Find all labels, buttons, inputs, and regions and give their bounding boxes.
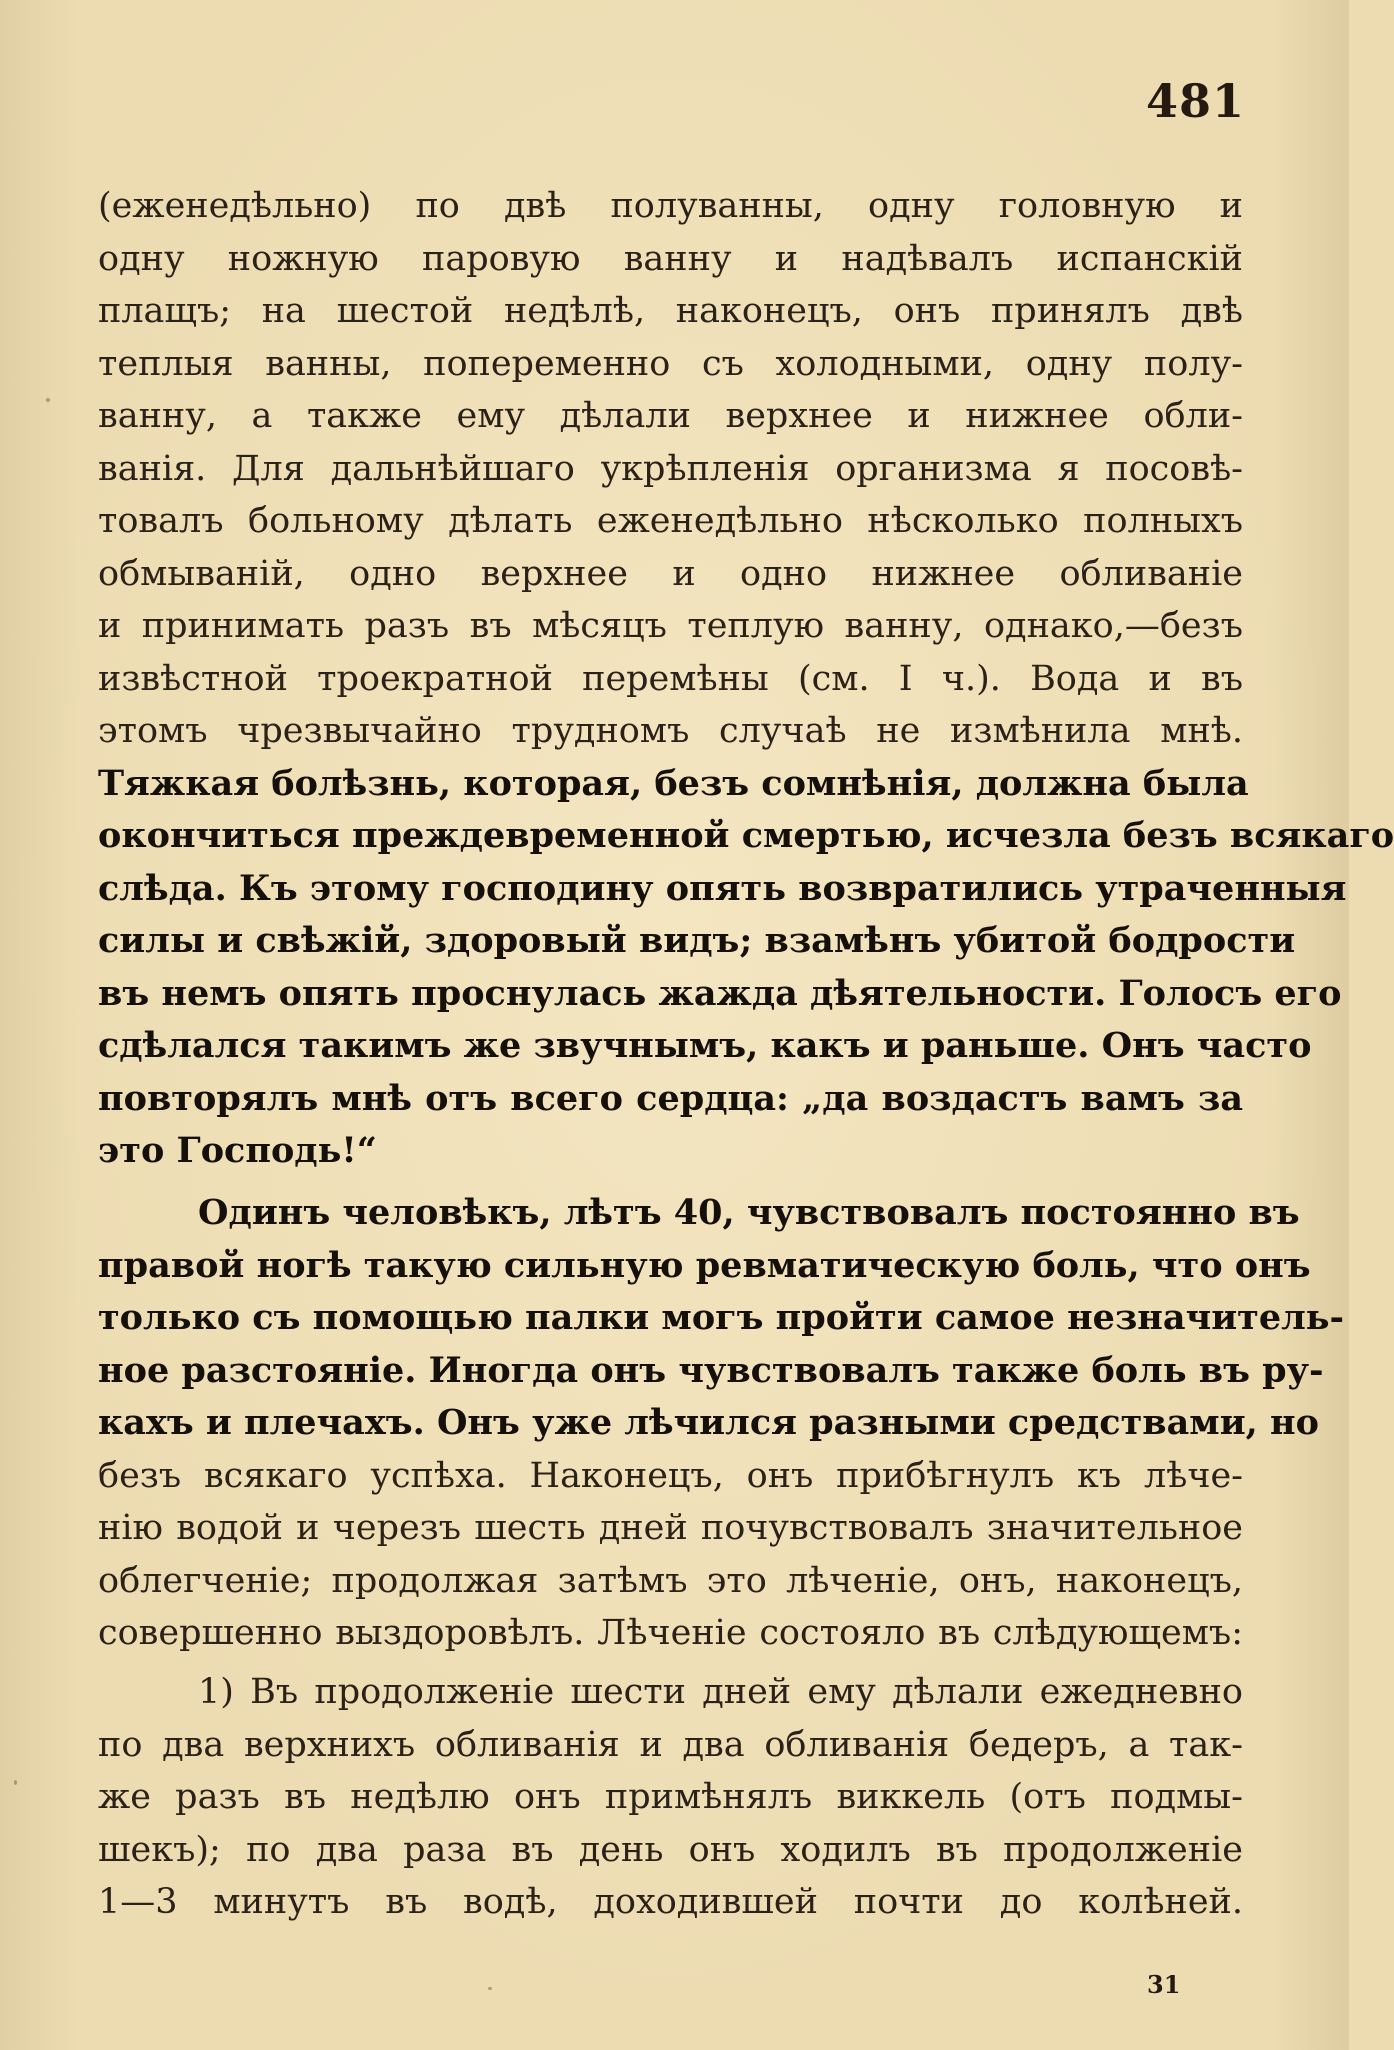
text-line: извѣстной троекратной перемѣны (см. I ч.). Вода и въ (98, 658, 1243, 699)
text-line: этомъ чрезвычайно трудномъ случаѣ не измѣнила мнѣ. (98, 711, 1243, 751)
text-line: окончиться преждевременной смертью, исчезла безъ всякаго (98, 815, 1394, 856)
text-line: это Господь!“ (98, 1130, 377, 1171)
text-line: товалъ больному дѣлать еженедѣльно нѣсколько полныхъ (98, 501, 1243, 541)
text-line: и принимать разъ въ мѣсяцъ теплую ванну, однако,—безъ (98, 606, 1243, 646)
paragraph-2 (98, 1187, 1345, 1660)
text-line: совершенно выздоровѣлъ. Лѣченіе состояло въ слѣдующемъ: (98, 1613, 1243, 1653)
paper-speck-decoration (488, 1987, 492, 1990)
signature-mark: 31 (1147, 1970, 1181, 1999)
text-line: правой ногѣ такую сильную ревматическую боль, что онъ (98, 1244, 1311, 1286)
text-line: силы и свѣжій, здоровый видъ; взамѣнъ убитой бодрости (98, 920, 1296, 961)
text-line: обмываній, одно верхнее и одно нижнее обливаніе (98, 553, 1243, 594)
text-line: слѣда. Къ этому господину опять возвратились утраченныя (98, 867, 1347, 909)
text-line: въ немъ опять проснулась жажда дѣятельности. Голосъ его (98, 972, 1342, 1014)
text-line: шекъ); по два раза въ день онъ ходилъ въ продолженіе (98, 1829, 1243, 1870)
text-line: нію водой и черезъ шесть дней почувствовалъ значительное (98, 1508, 1243, 1548)
text-line: одну ножную паровую ванну и надѣвалъ испанскій (98, 238, 1243, 279)
paper-speck-decoration (46, 398, 50, 402)
text-line: ванія. Для дальнѣйшаго укрѣпленія организма я посовѣ- (98, 448, 1243, 489)
text-line: кахъ и плечахъ. Онъ уже лѣчился разными средствами, но (98, 1402, 1319, 1443)
text-line: облегченіе; продолжая затѣмъ это лѣченіе, онъ, наконецъ, (98, 1560, 1243, 1601)
page-number: 481 (1145, 74, 1245, 128)
text-line: Одинъ человѣкъ, лѣтъ 40, чувствовалъ постоянно въ (198, 1192, 1300, 1233)
text-line: по два верхнихъ обливанія и два обливанія бедеръ, а так- (98, 1724, 1243, 1765)
text-line: плащъ; на шестой недѣлѣ, наконецъ, онъ принялъ двѣ (98, 291, 1243, 331)
text-line: сдѣлался такимъ же звучнымъ, какъ и раньше. Онъ часто (98, 1025, 1312, 1066)
text-line: теплыя ванны, попеременно съ холодными, одну полу- (98, 343, 1243, 384)
text-line: же разъ въ недѣлю онъ примѣнялъ виккель (отъ подмы- (98, 1777, 1243, 1817)
paragraph-1 (98, 180, 1394, 1178)
text-line: 1—3 минутъ въ водѣ, доходившей почти до колѣней. (98, 1882, 1243, 1922)
text-line: ванну, а также ему дѣлали верхнее и нижнее обли- (98, 396, 1243, 436)
text-line: ное разстояніе. Иногда онъ чувствовалъ также боль въ ру- (98, 1349, 1324, 1391)
text-line: 1) Въ продолженіе шести дней ему дѣлали ежедневно (198, 1672, 1243, 1712)
text-line: Тяжкая болѣзнь, которая, безъ сомнѣнія, должна была (98, 762, 1249, 804)
text-line: (еженедѣльно) по двѣ полуванны, одну головную и (98, 186, 1243, 226)
text-line: только съ помощью палки могъ пройти самое незначитель- (98, 1297, 1345, 1338)
text-line: повторялъ мнѣ отъ всего сердца: „да воздастъ вамъ за (98, 1077, 1243, 1119)
paragraph-3 (98, 1666, 1243, 1929)
paper-speck-decoration (14, 1780, 17, 1785)
text-line: безъ всякаго успѣха. Наконецъ, онъ прибѣгнулъ къ лѣче- (98, 1455, 1243, 1496)
